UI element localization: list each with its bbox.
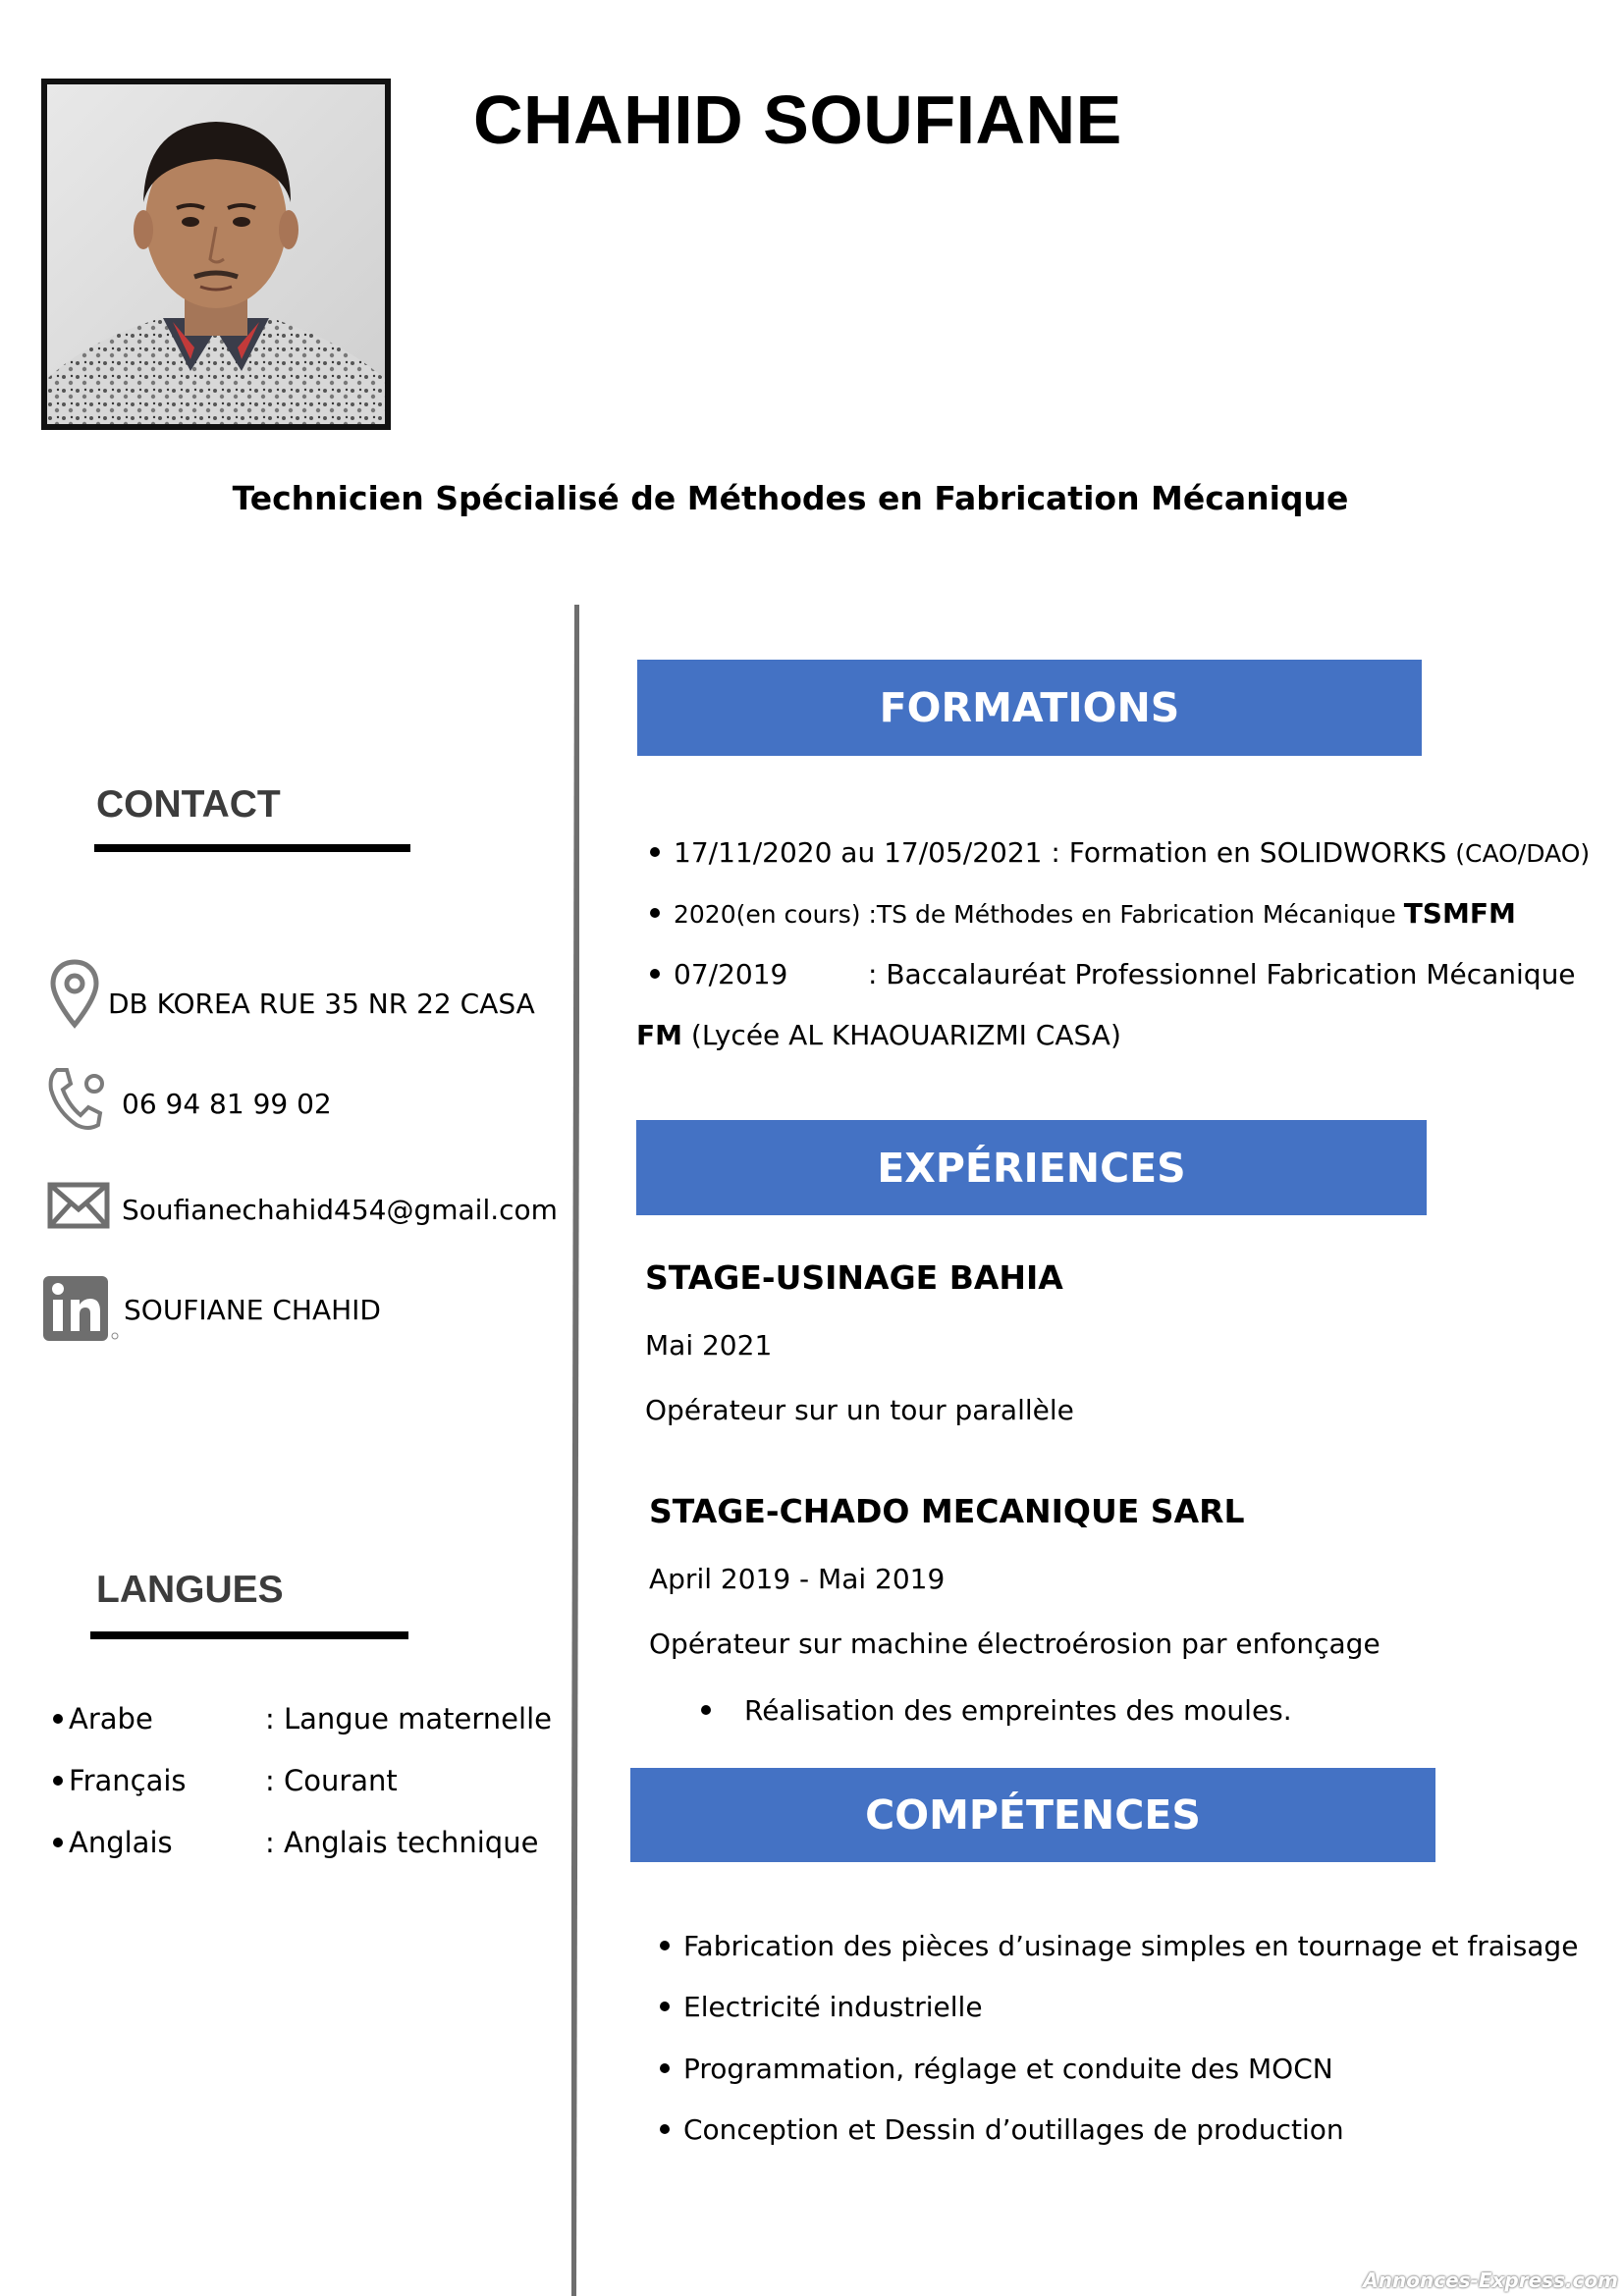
experience-date: Mai 2021 [645, 1329, 773, 1362]
formation-item-text: : Baccalauréat Professionnel Fabrication Mécanique [868, 958, 1576, 990]
competence-item: Electricité industrielle [660, 1991, 983, 2023]
langues-section-title: LANGUES [96, 1569, 284, 1611]
profile-photo [41, 79, 391, 430]
language-level: : Langue maternelle [265, 1702, 552, 1735]
bullet-icon [650, 847, 660, 857]
formation-item: 17/11/2020 au 17/05/2021 : Formation en SOLIDWORKS (CAO/DAO) [650, 836, 1590, 869]
column-divider [571, 605, 579, 2296]
bullet-icon [53, 1714, 63, 1724]
competence-item: Fabrication des pièces d’usinage simples en tournage et fraisage [660, 1930, 1578, 1962]
language-name: Arabe [69, 1702, 153, 1735]
formation-item-continuation: FM (Lycée AL KHAOUARIZMI CASA) [636, 1019, 1121, 1051]
language-item [53, 1826, 173, 1859]
experience-company: STAGE-CHADO MECANIQUE SARL [649, 1492, 1245, 1530]
experience-role: Opérateur sur machine électroérosion par enfonçage [649, 1628, 1380, 1660]
experience-bullet: Réalisation des empreintes des moules. [701, 1694, 1292, 1727]
experiences-banner [636, 1120, 1427, 1215]
portrait-image [47, 84, 385, 424]
envelope-icon [47, 1182, 110, 1229]
formations-banner [637, 660, 1422, 756]
language-level: : Anglais technique [265, 1826, 539, 1859]
competences-banner [630, 1768, 1435, 1862]
contact-section-title: CONTACT [96, 783, 281, 826]
competence-item: Programmation, réglage et conduite des MOCN [660, 2053, 1333, 2085]
linkedin-icon [41, 1274, 122, 1343]
contact-title-rule [94, 844, 410, 852]
phone-icon [43, 1064, 108, 1133]
bullet-icon [701, 1705, 711, 1715]
language-item [53, 1702, 153, 1735]
bullet-icon [650, 969, 660, 979]
formation-item: 2020(en cours) :TS de Méthodes en Fabrication Mécanique TSMFM [650, 897, 1516, 930]
bullet-icon [660, 2002, 670, 2011]
address-text: DB KOREA RUE 35 NR 22 CASA [108, 988, 535, 1020]
bullet-icon [53, 1776, 63, 1786]
bullet-icon [650, 908, 660, 918]
langues-title-rule [90, 1631, 408, 1639]
formations-title: FORMATIONS [879, 684, 1180, 731]
competences-title: COMPÉTENCES [865, 1791, 1201, 1839]
bullet-icon [660, 2063, 670, 2073]
bullet-icon [53, 1838, 63, 1847]
linkedin-text: SOUFIANE CHAHID [124, 1294, 381, 1326]
competence-item: Conception et Dessin d’outillages de production [660, 2113, 1344, 2146]
bullet-icon [660, 1941, 670, 1950]
experience-company: STAGE-USINAGE BAHIA [645, 1258, 1063, 1297]
language-level: : Courant [265, 1764, 398, 1797]
location-pin-icon [49, 958, 100, 1029]
phone-text: 06 94 81 99 02 [122, 1088, 332, 1120]
language-item [53, 1764, 187, 1797]
language-name: Anglais [69, 1826, 173, 1859]
job-title: Technicien Spécialisé de Méthodes en Fabrication Mécanique [232, 479, 1349, 517]
experience-date: April 2019 - Mai 2019 [649, 1563, 946, 1595]
bullet-icon [660, 2124, 670, 2134]
language-name: Français [69, 1764, 187, 1797]
watermark: Annonces-Express.com [1363, 2269, 1618, 2292]
email-text: Soufianechahid454@gmail.com [122, 1194, 558, 1226]
experiences-title: EXPÉRIENCES [877, 1144, 1186, 1192]
experience-role: Opérateur sur un tour parallèle [645, 1394, 1074, 1426]
formation-item: 07/2019 [650, 958, 787, 990]
candidate-name: CHAHID SOUFIANE [473, 81, 1122, 158]
